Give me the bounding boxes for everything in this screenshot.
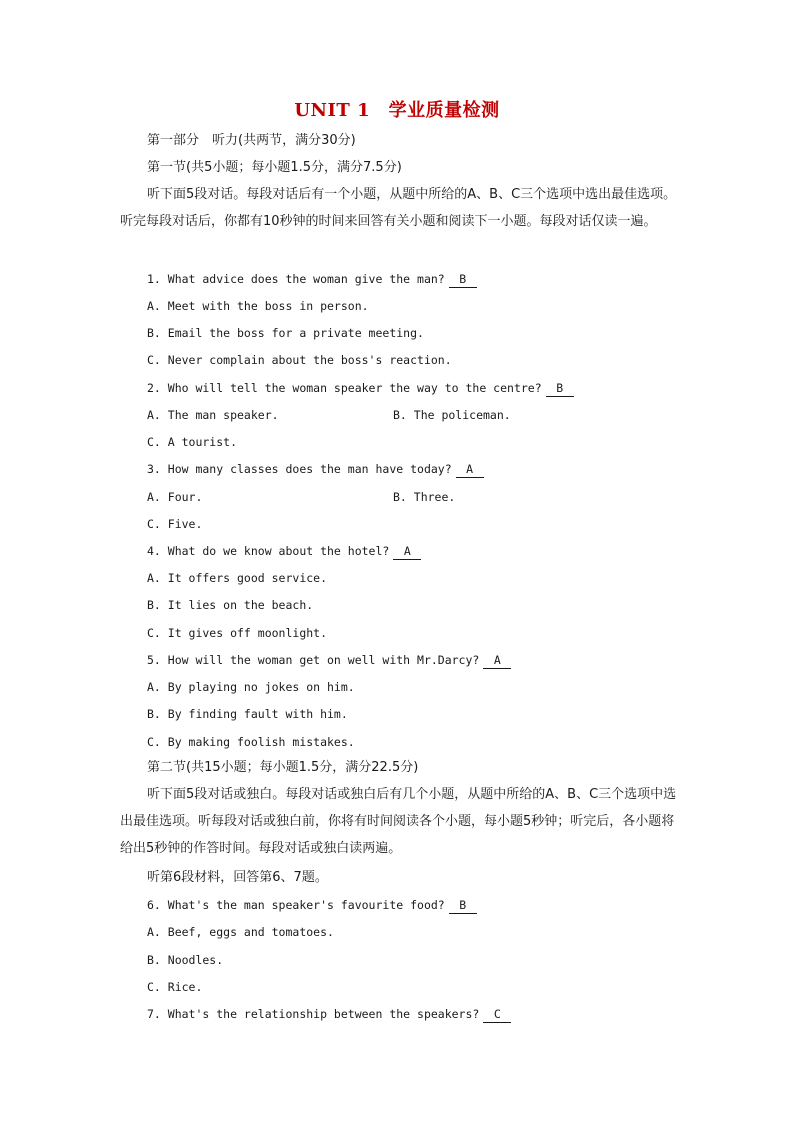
section1-instructions-text: 听下面5段对话。每段对话后有一个小题，从题中所给的A、B、C三个选项中选出最佳选项。听完每段对话后，你都有10秒钟的时间来回答有关小题和阅读下一小题。每段对话仅读一遍。 [120, 187, 677, 229]
question-5: 5. How will the woman get on well with Mr.Darcy? A [147, 652, 511, 669]
question-6: 6. What's the man speaker's favourite food? B [147, 897, 477, 914]
section2-instructions-text: 听下面5段对话或独白。每段对话或独白后有几个小题，从题中所给的A、B、C三个选项中选出最佳选项。听每段对话或独白前，你将有时间阅读各个小题，每小题5秒钟；听完后，各小题将给出5秒钟的作答时间。每段对话或独白读两遍。 [120, 787, 677, 856]
option-1a: A. Meet with the boss in person. [147, 299, 369, 313]
option-6b: B. Noodles. [147, 953, 224, 967]
option-5c: C. By making foolish mistakes. [147, 735, 355, 749]
question-4: 4. What do we know about the hotel? A [147, 543, 421, 560]
option-4a: A. It offers good service. [147, 571, 328, 585]
section1-instructions [120, 181, 680, 235]
material6-heading: 听第6段材料，回答第6、7题。 [147, 870, 328, 885]
answer-7: C [483, 1006, 511, 1023]
page-title: UNIT 1 学业质量检测 [294, 100, 500, 121]
option-4b: B. It lies on the beach. [147, 598, 314, 612]
answer-3: A [456, 461, 484, 478]
question-3: 3. How many classes does the man have today? A [147, 461, 484, 478]
answer-2: B [546, 380, 574, 397]
option-3b: B. Three. [393, 490, 456, 504]
section1-heading: 第一节(共5小题；每小题1.5分，满分7.5分) [147, 160, 402, 175]
part1-heading: 第一部分 听力(共两节，满分30分) [147, 133, 356, 148]
section2-instructions [120, 781, 680, 862]
option-4c: C. It gives off moonlight. [147, 626, 328, 640]
question-1: 1. What advice does the woman give the man? B [147, 271, 477, 288]
answer-6: B [449, 897, 477, 914]
option-3c: C. Five. [147, 517, 203, 531]
option-5a: A. By playing no jokes on him. [147, 680, 355, 694]
option-1b: B. Email the boss for a private meeting. [147, 326, 424, 340]
option-6c: C. Rice. [147, 980, 203, 994]
question-7: 7. What's the relationship between the speakers? C [147, 1006, 511, 1023]
answer-1: B [449, 271, 477, 288]
option-2b: B. The policeman. [393, 408, 511, 422]
question-2: 2. Who will tell the woman speaker the way to the centre? B [147, 380, 574, 397]
option-3a: A. Four. [147, 490, 203, 504]
answer-5: A [483, 652, 511, 669]
option-2c: C. A tourist. [147, 435, 238, 449]
option-1c: C. Never complain about the boss's reaction. [147, 353, 452, 367]
section2-heading: 第二节(共15小题；每小题1.5分，满分22.5分) [147, 760, 419, 775]
option-6a: A. Beef, eggs and tomatoes. [147, 925, 334, 939]
option-5b: B. By finding fault with him. [147, 707, 348, 721]
answer-4: A [393, 543, 421, 560]
option-2a: A. The man speaker. [147, 408, 279, 422]
